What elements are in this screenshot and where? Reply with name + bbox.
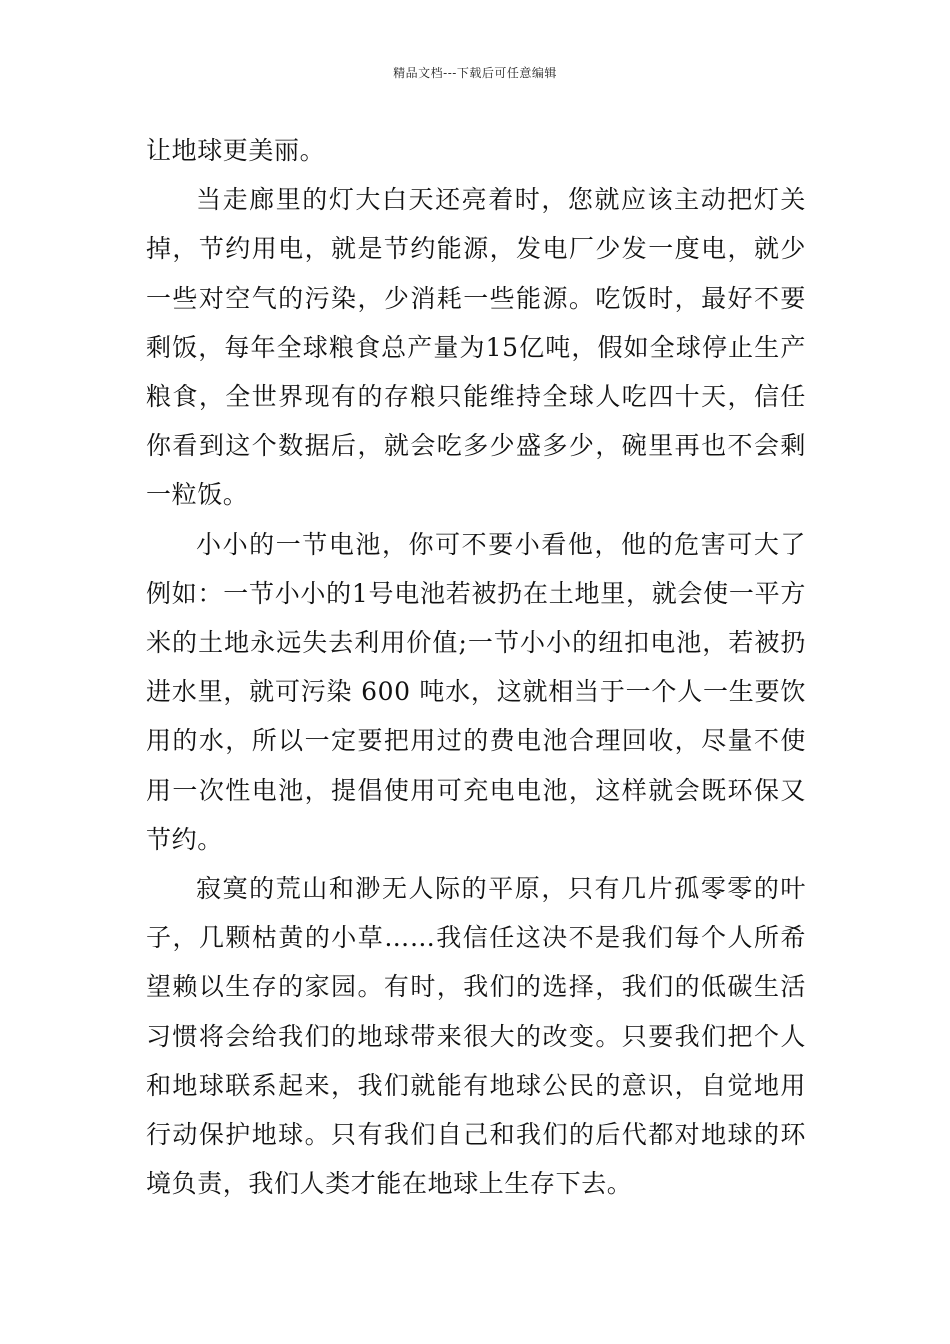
paragraph-2: 当走廊里的灯大白天还亮着时，您就应该主动把灯关掉，节约用电，就是节约能源，发电厂少发一度电，就少一些对空气的污染，少消耗一些能源。吃饭时，最好不要剩饭，每年全球粮食总产量为15亿吨，假如全球停止生产粮食，全世界现有的存粮只能维持全球人吃四十天，信任你看到这个数据后，就会吃多少盛多少，碗里再也不会剩一粒饭。 <box>146 185 806 510</box>
paragraph-3: 小小的一节电池，你可不要小看他，他的危害可大了例如：一节小小的1号电池若被扔在土地里，就会使一平方米的土地永远失去利用价值;一节小小的纽扣电池，若被扔进水里，就可污染 600 吨水，这就相当于一个人一生要饮用的水，所以一定要把用过的费电池合理回收，尽量不使用一次性电池，提倡使用可充电电池，这样就会既环保又节约。 <box>146 529 806 854</box>
paragraph-4: 寂寞的荒山和渺无人际的平原，只有几片孤零零的叶子，几颗枯黄的小草……我信任这决不是我们每个人所希望赖以生存的家园。有时，我们的选择，我们的低碳生活习惯将会给我们的地球带来很大的改变。只要我们把个人和地球联系起来，我们就能有地球公民的意识，自觉地用行动保护地球。只有我们自己和我们的后代都对地球的环境负责，我们人类才能在地球上生存下去。 <box>146 874 806 1199</box>
document-body <box>146 126 806 1208</box>
paragraph-1: 让地球更美丽。 <box>146 136 326 165</box>
page-header: 精品文档---下载后可任意编辑 <box>393 66 557 80</box>
